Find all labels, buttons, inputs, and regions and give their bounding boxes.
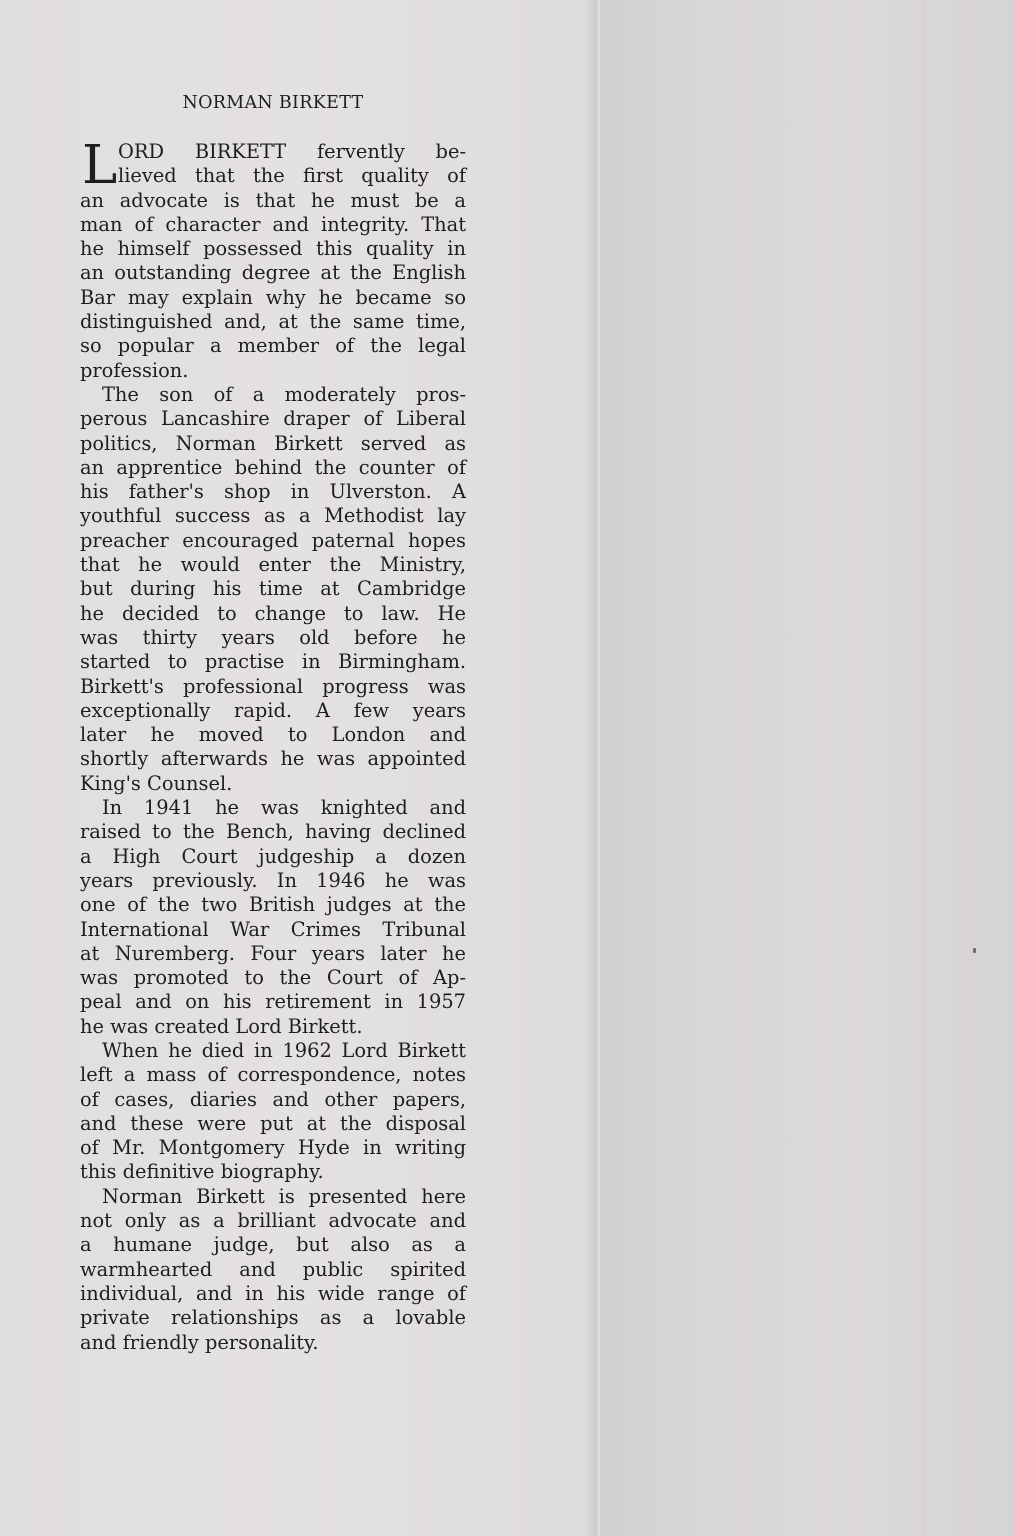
text-line: peal and on his retirement in 1957 (80, 990, 466, 1014)
text-line: Norman Birkett is presented here (102, 1184, 466, 1208)
text-line: International War Crimes Tribunal (80, 917, 466, 941)
text-line: perous Lancashire draper of Liberal (80, 407, 466, 431)
text-line: man of character and integrity. That (80, 212, 466, 236)
page-title: NORMAN BIRKETT (182, 93, 364, 113)
text-line: distinguished and, at the same time, (80, 310, 466, 334)
drop-cap: L (82, 135, 118, 196)
text-line: not only as a brilliant advocate and (80, 1209, 466, 1233)
text-line: lieved that the first quality of (118, 164, 466, 188)
text-line: a humane judge, but also as a (80, 1233, 466, 1257)
text-line: Birkett's professional progress was (80, 674, 466, 698)
text-line: shortly afterwards he was appointed (80, 747, 466, 771)
text-line: When he died in 1962 Lord Birkett (102, 1038, 466, 1062)
paper-speck (973, 948, 976, 953)
text-line: a High Court judgeship a dozen (80, 844, 466, 868)
text-line: was promoted to the Court of Ap- (80, 966, 466, 990)
right-page-blank (600, 0, 1015, 1536)
text-line: of cases, diaries and other papers, (80, 1087, 466, 1111)
text-line: left a mass of correspondence, notes (80, 1063, 466, 1087)
text-line: In 1941 he was knighted and (102, 796, 466, 820)
text-line: exceptionally rapid. A few years (80, 698, 466, 722)
text-line: he decided to change to law. He (80, 601, 466, 625)
text-line: private relationships as a lovable (80, 1306, 466, 1330)
text-line: that he would enter the Ministry, (80, 553, 466, 577)
text-line: warmhearted and public spirited (80, 1257, 466, 1281)
text-line: an advocate is that he must be a (80, 188, 466, 212)
text-line: King's Counsel. (80, 771, 233, 795)
text-line: he himself possessed this quality in (80, 237, 466, 261)
text-line: an apprentice behind the counter of (80, 455, 466, 479)
text-line: ORD BIRKETT fervently be- (118, 140, 466, 163)
text-line: The son of a moderately pros- (102, 382, 466, 406)
text-line: at Nuremberg. Four years later he (80, 941, 466, 965)
text-line: was thirty years old before he (80, 625, 466, 649)
text-line: and friendly personality. (80, 1330, 319, 1354)
text-line: individual, and in his wide range of (80, 1281, 466, 1305)
text-line: of Mr. Montgomery Hyde in writing (80, 1136, 466, 1160)
text-line: politics, Norman Birkett served as (80, 431, 466, 455)
text-line: this definitive biography. (80, 1160, 324, 1184)
text-line: so popular a member of the legal (80, 334, 466, 358)
text-line: profession. (80, 358, 189, 382)
body-text (80, 135, 466, 1355)
text-line: an outstanding degree at the English (80, 261, 466, 285)
text-line: and these were put at the disposal (80, 1111, 466, 1135)
text-line: preacher encouraged paternal hopes (80, 528, 466, 552)
text-line: but during his time at Cambridge (80, 577, 466, 601)
text-column (80, 88, 466, 1355)
text-line: youthful success as a Methodist lay (80, 504, 466, 528)
text-line: later he moved to London and (80, 723, 466, 747)
text-line: he was created Lord Birkett. (80, 1014, 363, 1038)
text-line: raised to the Bench, having declined (80, 820, 466, 844)
text-line: his father's shop in Ulverston. A (80, 480, 466, 504)
page-edge-shadow (920, 0, 928, 1536)
text-line: Bar may explain why he became so (80, 285, 466, 309)
text-line: one of the two British judges at the (80, 893, 466, 917)
text-line: years previously. In 1946 he was (80, 868, 466, 892)
text-line: started to practise in Birmingham. (80, 650, 466, 674)
